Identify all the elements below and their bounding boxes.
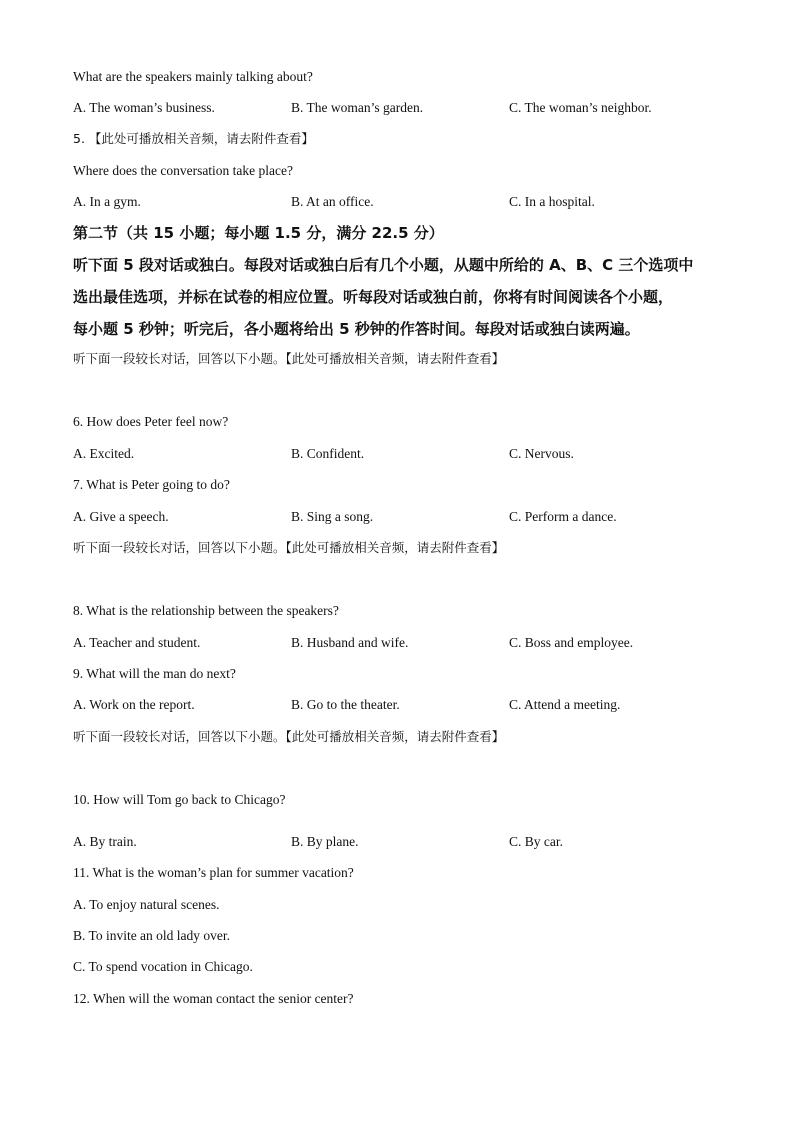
- q10-options: [73, 833, 773, 851]
- q8-stem: 8. What is the relationship between the speakers?: [73, 603, 339, 618]
- q7-option-a[interactable]: A. Give a speech.: [73, 509, 169, 524]
- section2-instruction-line-2: 选出最佳选项，并标在试卷的相应位置。听每段对话或独白前，你将有时间阅读各个小题，: [73, 288, 674, 306]
- audio-note-3[interactable]: 听下面一段较长对话，回答以下小题。【此处可播放相关音频，请去附件查看】: [73, 729, 505, 744]
- q10-option-b[interactable]: B. By plane.: [291, 834, 359, 849]
- q4-option-b[interactable]: B. The woman’s garden.: [291, 100, 424, 115]
- q6-option-a[interactable]: A. Excited.: [73, 446, 135, 461]
- q5-option-b[interactable]: B. At an office.: [291, 194, 374, 209]
- q11-option-a[interactable]: A. To enjoy natural scenes.: [73, 897, 220, 912]
- q10-option-c[interactable]: C. By car.: [509, 834, 563, 849]
- q4-option-a[interactable]: A. The woman’s business.: [73, 100, 215, 115]
- q9-stem: 9. What will the man do next?: [73, 666, 236, 681]
- q4-options: [73, 99, 773, 117]
- q9-option-b[interactable]: B. Go to the theater.: [291, 697, 400, 712]
- audio-note-1[interactable]: 听下面一段较长对话，回答以下小题。【此处可播放相关音频，请去附件查看】: [73, 351, 505, 366]
- q8-option-a[interactable]: A. Teacher and student.: [73, 635, 201, 650]
- q5-options: [73, 193, 773, 211]
- q4-option-c[interactable]: C. The woman’s neighbor.: [509, 100, 652, 115]
- q6-options: [73, 445, 773, 463]
- section2-instruction-line-3: 每小题 5 秒钟；听完后，各小题将给出 5 秒钟的作答时间。每段对话或独白读两遍。: [73, 320, 640, 338]
- q10-option-a[interactable]: A. By train.: [73, 834, 137, 849]
- q7-stem: 7. What is Peter going to do?: [73, 477, 230, 492]
- q5-option-c[interactable]: C. In a hospital.: [509, 194, 595, 209]
- q9-options: [73, 696, 773, 714]
- q6-stem: 6. How does Peter feel now?: [73, 414, 229, 429]
- q10-stem: 10. How will Tom go back to Chicago?: [73, 792, 286, 807]
- q12-stem: 12. When will the woman contact the senior center?: [73, 991, 354, 1006]
- q9-option-a[interactable]: A. Work on the report.: [73, 697, 195, 712]
- q8-option-b[interactable]: B. Husband and wife.: [291, 635, 409, 650]
- q5-option-a[interactable]: A. In a gym.: [73, 194, 141, 209]
- section2-title: 第二节（共 15 小题；每小题 1.5 分，满分 22.5 分）: [73, 224, 444, 242]
- q5-audio-note[interactable]: 5. 【此处可播放相关音频，请去附件查看】: [73, 131, 314, 146]
- q8-options: [73, 634, 773, 652]
- q7-option-b[interactable]: B. Sing a song.: [291, 509, 374, 524]
- section2-instruction-line-1: 听下面 5 段对话或独白。每段对话或独白后有几个小题，从题中所给的 A、B、C 三个选项中: [73, 256, 694, 274]
- audio-note-2[interactable]: 听下面一段较长对话，回答以下小题。【此处可播放相关音频，请去附件查看】: [73, 540, 505, 555]
- q11-option-c[interactable]: C. To spend vocation in Chicago.: [73, 959, 253, 974]
- q11-stem: 11. What is the woman’s plan for summer vacation?: [73, 865, 354, 880]
- q11-option-b[interactable]: B. To invite an old lady over.: [73, 928, 231, 943]
- q7-options: [73, 508, 773, 526]
- q6-option-b[interactable]: B. Confident.: [291, 446, 365, 461]
- q4-stem: What are the speakers mainly talking about?: [73, 69, 313, 84]
- q6-option-c[interactable]: C. Nervous.: [509, 446, 574, 461]
- q8-option-c[interactable]: C. Boss and employee.: [509, 635, 634, 650]
- q9-option-c[interactable]: C. Attend a meeting.: [509, 697, 621, 712]
- q5-stem: Where does the conversation take place?: [73, 163, 294, 178]
- q7-option-c[interactable]: C. Perform a dance.: [509, 509, 617, 524]
